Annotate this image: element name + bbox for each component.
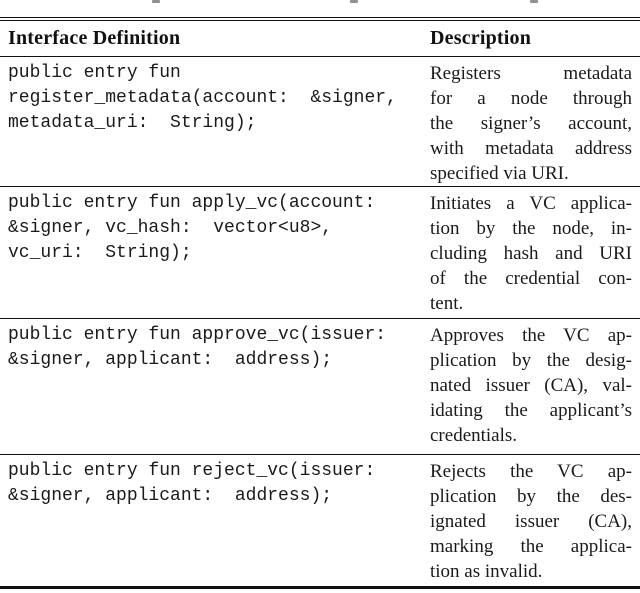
interface-definition-cell — [0, 61, 430, 136]
description-line: tion as invalid. — [430, 561, 543, 582]
table-header-row — [0, 21, 640, 57]
description-line: Approves the VC ap- — [430, 325, 632, 346]
interface-table — [0, 17, 640, 589]
code-line: register_metadata(account: &signer, — [8, 88, 397, 108]
description-line: nated issuer (CA), val- — [430, 375, 632, 396]
description-line: of the credential con- — [430, 268, 632, 289]
description-line: cluding hash and URI — [430, 243, 632, 264]
code-line: vc_uri: String); — [8, 243, 192, 263]
interface-definition-cell — [0, 323, 430, 373]
description-line: plication by the des- — [430, 486, 632, 507]
code-line: public entry fun — [8, 63, 181, 83]
caption-fragment-mark — [350, 0, 358, 3]
code-line: &signer, vc_hash: vector<u8>, — [8, 218, 333, 238]
description-cell — [430, 191, 640, 316]
table-row-approve-vc — [0, 319, 640, 455]
interface-definition-cell — [0, 459, 430, 509]
description-line: Registers metadata — [430, 63, 632, 84]
description-cell — [430, 323, 640, 448]
caption-fragment-mark — [152, 0, 160, 3]
table-row-reject-vc — [0, 455, 640, 586]
code-line: &signer, applicant: address); — [8, 486, 333, 506]
code-line: public entry fun apply_vc(account: — [8, 193, 376, 213]
description-line: for a node through — [430, 88, 632, 109]
table-row-register-metadata — [0, 57, 640, 187]
description-line: Initiates a VC applica- — [430, 193, 632, 214]
table-bottom-rule — [0, 586, 640, 589]
description-line: tent. — [430, 293, 464, 314]
code-line: public entry fun approve_vc(issuer: — [8, 325, 387, 345]
description-line: plication by the desig- — [430, 350, 632, 371]
code-line: public entry fun reject_vc(issuer: — [8, 461, 376, 481]
interface-definition-cell — [0, 191, 430, 266]
description-line: tion by the node, in- — [430, 218, 632, 239]
description-line: with metadata address — [430, 138, 632, 159]
column-header-description: Description — [430, 27, 532, 49]
table-row-apply-vc — [0, 187, 640, 319]
code-line: metadata_uri: String); — [8, 113, 257, 133]
caption-fragment-mark — [530, 0, 538, 3]
description-line: the signer’s account, — [430, 113, 632, 134]
description-cell — [430, 459, 640, 584]
column-header-interface-definition: Interface Definition — [8, 27, 181, 49]
code-line: &signer, applicant: address); — [8, 350, 333, 370]
description-line: credentials. — [430, 425, 518, 446]
description-line: specified via URI. — [430, 163, 569, 184]
description-line: idating the applicant’s — [430, 400, 632, 421]
description-line: ignated issuer (CA), — [430, 511, 632, 532]
description-line: marking the applica- — [430, 536, 632, 557]
description-line: Rejects the VC ap- — [430, 461, 632, 482]
description-cell — [430, 61, 640, 186]
